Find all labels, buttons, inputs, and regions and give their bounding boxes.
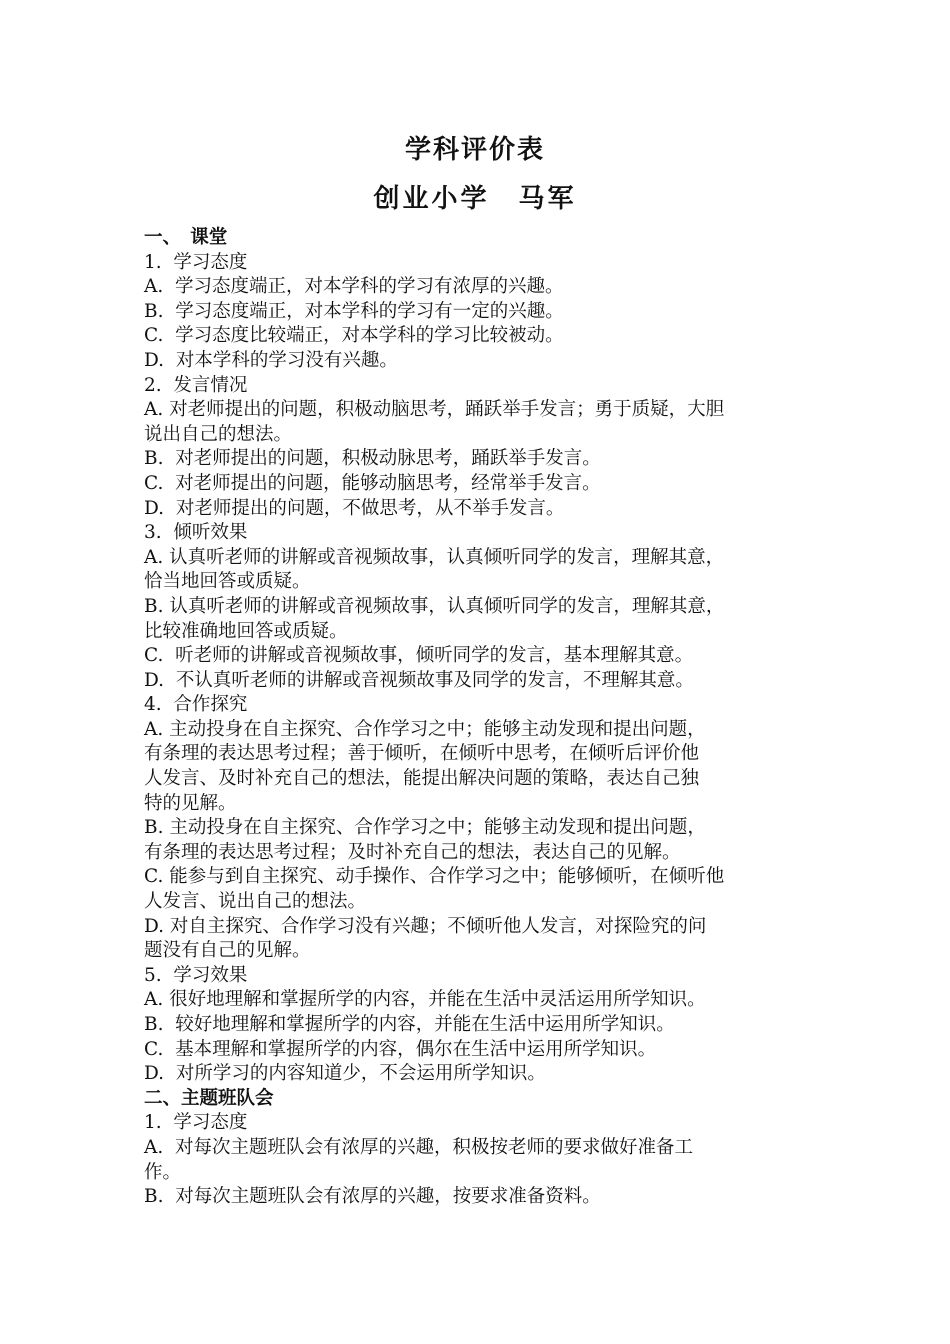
text-line: 说出自己的想法。 (144, 423, 293, 445)
text-line: 4. 合作探究 (144, 694, 248, 716)
document-title: 学科评价表 (404, 135, 545, 165)
document-subtitle: 创业小学 马军 (373, 184, 577, 214)
text-line: 1. 学习态度 (144, 251, 248, 273)
text-line: A. 学习态度端正，对本学科的学习有浓厚的兴趣。 (144, 276, 564, 298)
text-line: A. 很好地理解和掌握所学的内容，并能在生活中灵活运用所学知识。 (144, 989, 706, 1011)
section-heading: 二、主题班队会 (144, 1087, 274, 1109)
text-line: C. 基本理解和掌握所学的内容，偶尔在生活中运用所学知识。 (144, 1038, 657, 1060)
text-line: 作。 (144, 1161, 182, 1183)
text-line: D. 对自主探究、合作学习没有兴趣；不倾听他人发言，对探险究的问 (144, 915, 707, 937)
text-line: A. 对每次主题班队会有浓厚的兴趣，积极按老师的要求做好准备工 (144, 1136, 694, 1158)
text-line: 特的见解。 (144, 792, 237, 814)
text-line: B. 对每次主题班队会有浓厚的兴趣，按要求准备资料。 (144, 1186, 601, 1208)
text-line: B. 主动投身在自主探究、合作学习之中；能够主动发现和提出问题， (144, 817, 706, 839)
text-line: 题没有自己的见解。 (144, 940, 311, 962)
text-line: A. 认真听老师的讲解或音视频故事，认真倾听同学的发言，理解其意， (144, 546, 725, 568)
text-line: 有条理的表达思考过程；及时补充自己的想法，表达自己的见解。 (144, 841, 681, 863)
text-line: D. 不认真听老师的讲解或音视频故事及同学的发言，不理解其意。 (144, 669, 694, 691)
text-line: A. 对老师提出的问题，积极动脑思考，踊跃举手发言；勇于质疑，大胆 (144, 399, 725, 421)
document-body (144, 226, 824, 1210)
text-line: 人发言、及时补充自己的想法，能提出解决问题的策略，表达自己独 (144, 768, 700, 790)
text-line: D. 对所学习的内容知道少，不会运用所学知识。 (144, 1063, 546, 1085)
text-line: A. 主动投身在自主探究、合作学习之中；能够主动发现和提出问题， (144, 718, 706, 740)
text-line: D. 对本学科的学习没有兴趣。 (144, 349, 398, 371)
text-line: 恰当地回答或质疑。 (144, 571, 311, 593)
text-line: 5. 学习效果 (144, 964, 248, 986)
text-line: 人发言、说出自己的想法。 (144, 891, 367, 913)
text-line: C. 学习态度比较端正，对本学科的学习比较被动。 (144, 325, 564, 347)
text-line: C. 能参与到自主探究、动手操作、合作学习之中；能够倾听，在倾听他 (144, 866, 725, 888)
text-line: D. 对老师提出的问题，不做思考，从不举手发言。 (144, 497, 565, 519)
text-line: 比较准确地回答或质疑。 (144, 620, 348, 642)
text-line: C. 听老师的讲解或音视频故事，倾听同学的发言，基本理解其意。 (144, 645, 694, 667)
text-line: B. 认真听老师的讲解或音视频故事，认真倾听同学的发言，理解其意， (144, 595, 725, 617)
text-line: C. 对老师提出的问题，能够动脑思考，经常举手发言。 (144, 472, 601, 494)
text-line: 2. 发言情况 (144, 374, 248, 396)
text-line: 3. 倾听效果 (144, 522, 248, 544)
text-line: 有条理的表达思考过程；善于倾听，在倾听中思考，在倾听后评价他 (144, 743, 700, 765)
text-line: 1. 学习态度 (144, 1112, 248, 1134)
text-line: B. 对老师提出的问题，积极动脉思考，踊跃举手发言。 (144, 448, 601, 470)
text-line: B. 较好地理解和掌握所学的内容，并能在生活中运用所学知识。 (144, 1014, 675, 1035)
section-heading: 一、 课堂 (144, 227, 228, 248)
text-line: B. 学习态度端正，对本学科的学习有一定的兴趣。 (144, 300, 564, 322)
